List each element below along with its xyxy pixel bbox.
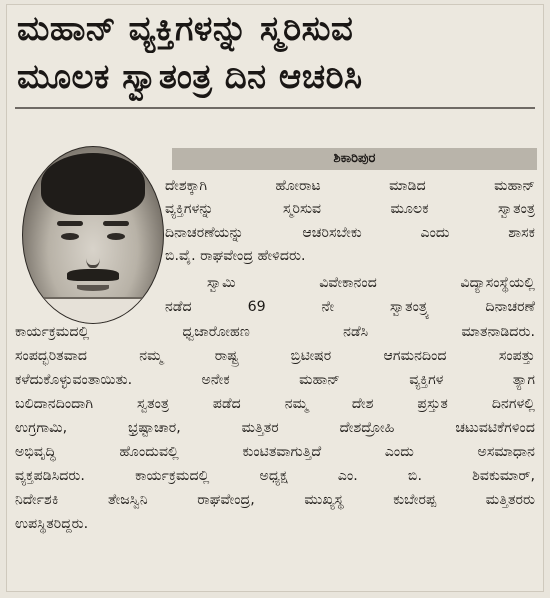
headline: [17, 5, 537, 101]
portrait-collar: [33, 297, 153, 324]
portrait-right-brow: [103, 221, 129, 226]
portrait-right-eye: [107, 233, 125, 240]
body-line-9: ಕಳೆದುಕೊಳ್ಳುವಂತಾಯಿತು. ಅನೇಕ ಮಹಾನ್ ವ್ಯಕ್ತಿಗಳ ತ್ಯಾಗ: [15, 372, 535, 388]
portrait-mouth: [77, 285, 109, 291]
headline-line-2: ಮೂಲಕ ಸ್ವಾತಂತ್ರ ದಿನ ಆಚರಿಸಿ: [17, 57, 363, 97]
newspaper-clipping: [6, 4, 544, 592]
body-line-8: ಸಂಪದ್ಭರಿತವಾದ ನಮ್ಮ ರಾಷ್ಟ್ರ ಬ್ರಿಟೀಷರ ಆಗಮನದಿಂದ ಸಂಪತ್ತು: [15, 348, 535, 364]
body-line-1: ದೇಶಕ್ಕಾಗಿ ಹೋರಾಟ ಮಾಡಿದ ಮಹಾನ್: [165, 178, 535, 194]
portrait-left-eye: [61, 233, 79, 240]
body-line-13: ವ್ಯಕ್ತಪಡಿಸಿದರು. ಕಾರ್ಯಕ್ರಮದಲ್ಲಿ ಅಧ್ಯಕ್ಷ ಎಂ. ಬಿ. ಶಿವಕುಮಾರ್,: [15, 468, 535, 484]
body-line-10: ಬಲಿದಾನದಿಂದಾಗಿ ಸ್ವತಂತ್ರ ಪಡೆದ ನಮ್ಮ ದೇಶ ಪ್ರಸ್ತುತ ದಿನಗಳಲ್ಲಿ: [15, 396, 535, 412]
portrait-mustache: [67, 269, 119, 281]
portrait-photo: [22, 146, 164, 324]
body-line-6: ನಡೆದ 69 ನೇ ಸ್ವಾತಂತ್ರ್ಯ ದಿನಾಚರಣೆ: [165, 299, 535, 315]
body-line-12: ಅಭಿವೃದ್ಧಿ ಹೊಂದುವಲ್ಲಿ ಕುಂಟಿತವಾಗುತ್ತಿದೆ ಎಂದು ಅಸಮಾಧಾನ: [15, 444, 535, 460]
portrait-nose: [86, 243, 100, 268]
body-line-5: ಸ್ವಾಮಿ ವಿವೇಕಾನಂದ ವಿದ್ಯಾಸಂಸ್ಥೆಯಲ್ಲಿ: [207, 275, 535, 291]
body-line-3: ದಿನಾಚರಣೆಯನ್ನು ಆಚರಿಸಬೇಕು ಎಂದು ಶಾಸಕ: [165, 225, 535, 241]
dateline: ಶಿಕಾರಿಪುರ: [172, 148, 537, 170]
body-line-11: ಉಗ್ರಗಾಮಿ, ಭ್ರಷ್ಟಾಚಾರ, ಮತ್ತಿತರ ದೇಶದ್ರೋಹಿ ಚಟುವಟಿಕೆಗಳಿಂದ: [15, 420, 535, 436]
body-line-7: ಕಾರ್ಯಕ್ರಮದಲ್ಲಿ ಧ್ವಜಾರೋಹಣ ನಡೆಸಿ ಮಾತನಾಡಿದರು.: [15, 324, 535, 340]
portrait-hair: [41, 153, 145, 215]
portrait-left-brow: [57, 221, 83, 226]
body-line-2: ವ್ಯಕ್ತಿಗಳನ್ನು ಸ್ಮರಿಸುವ ಮೂಲಕ ಸ್ವಾತಂತ್ರ: [165, 201, 535, 217]
headline-divider: [15, 107, 535, 109]
body-line-15: ಉಪಸ್ಥಿತರಿದ್ದರು.: [15, 516, 89, 532]
body-line-4: ಬಿ.ವೈ. ರಾಘವೇಂದ್ರ ಹೇಳಿದರು.: [165, 248, 306, 264]
body-line-14: ನಿರ್ದೇಶಕಿ ತೇಜಸ್ವಿನಿ ರಾಘವೇಂದ್ರ, ಮುಖ್ಯಸ್ಥ ಕುಬೇರಪ್ಪ ಮತ್ತಿತರರು: [15, 492, 535, 508]
headline-line-1: ಮಹಾನ್ ವ್ಯಕ್ತಿಗಳನ್ನು ಸ್ಮರಿಸುವ: [17, 9, 354, 49]
